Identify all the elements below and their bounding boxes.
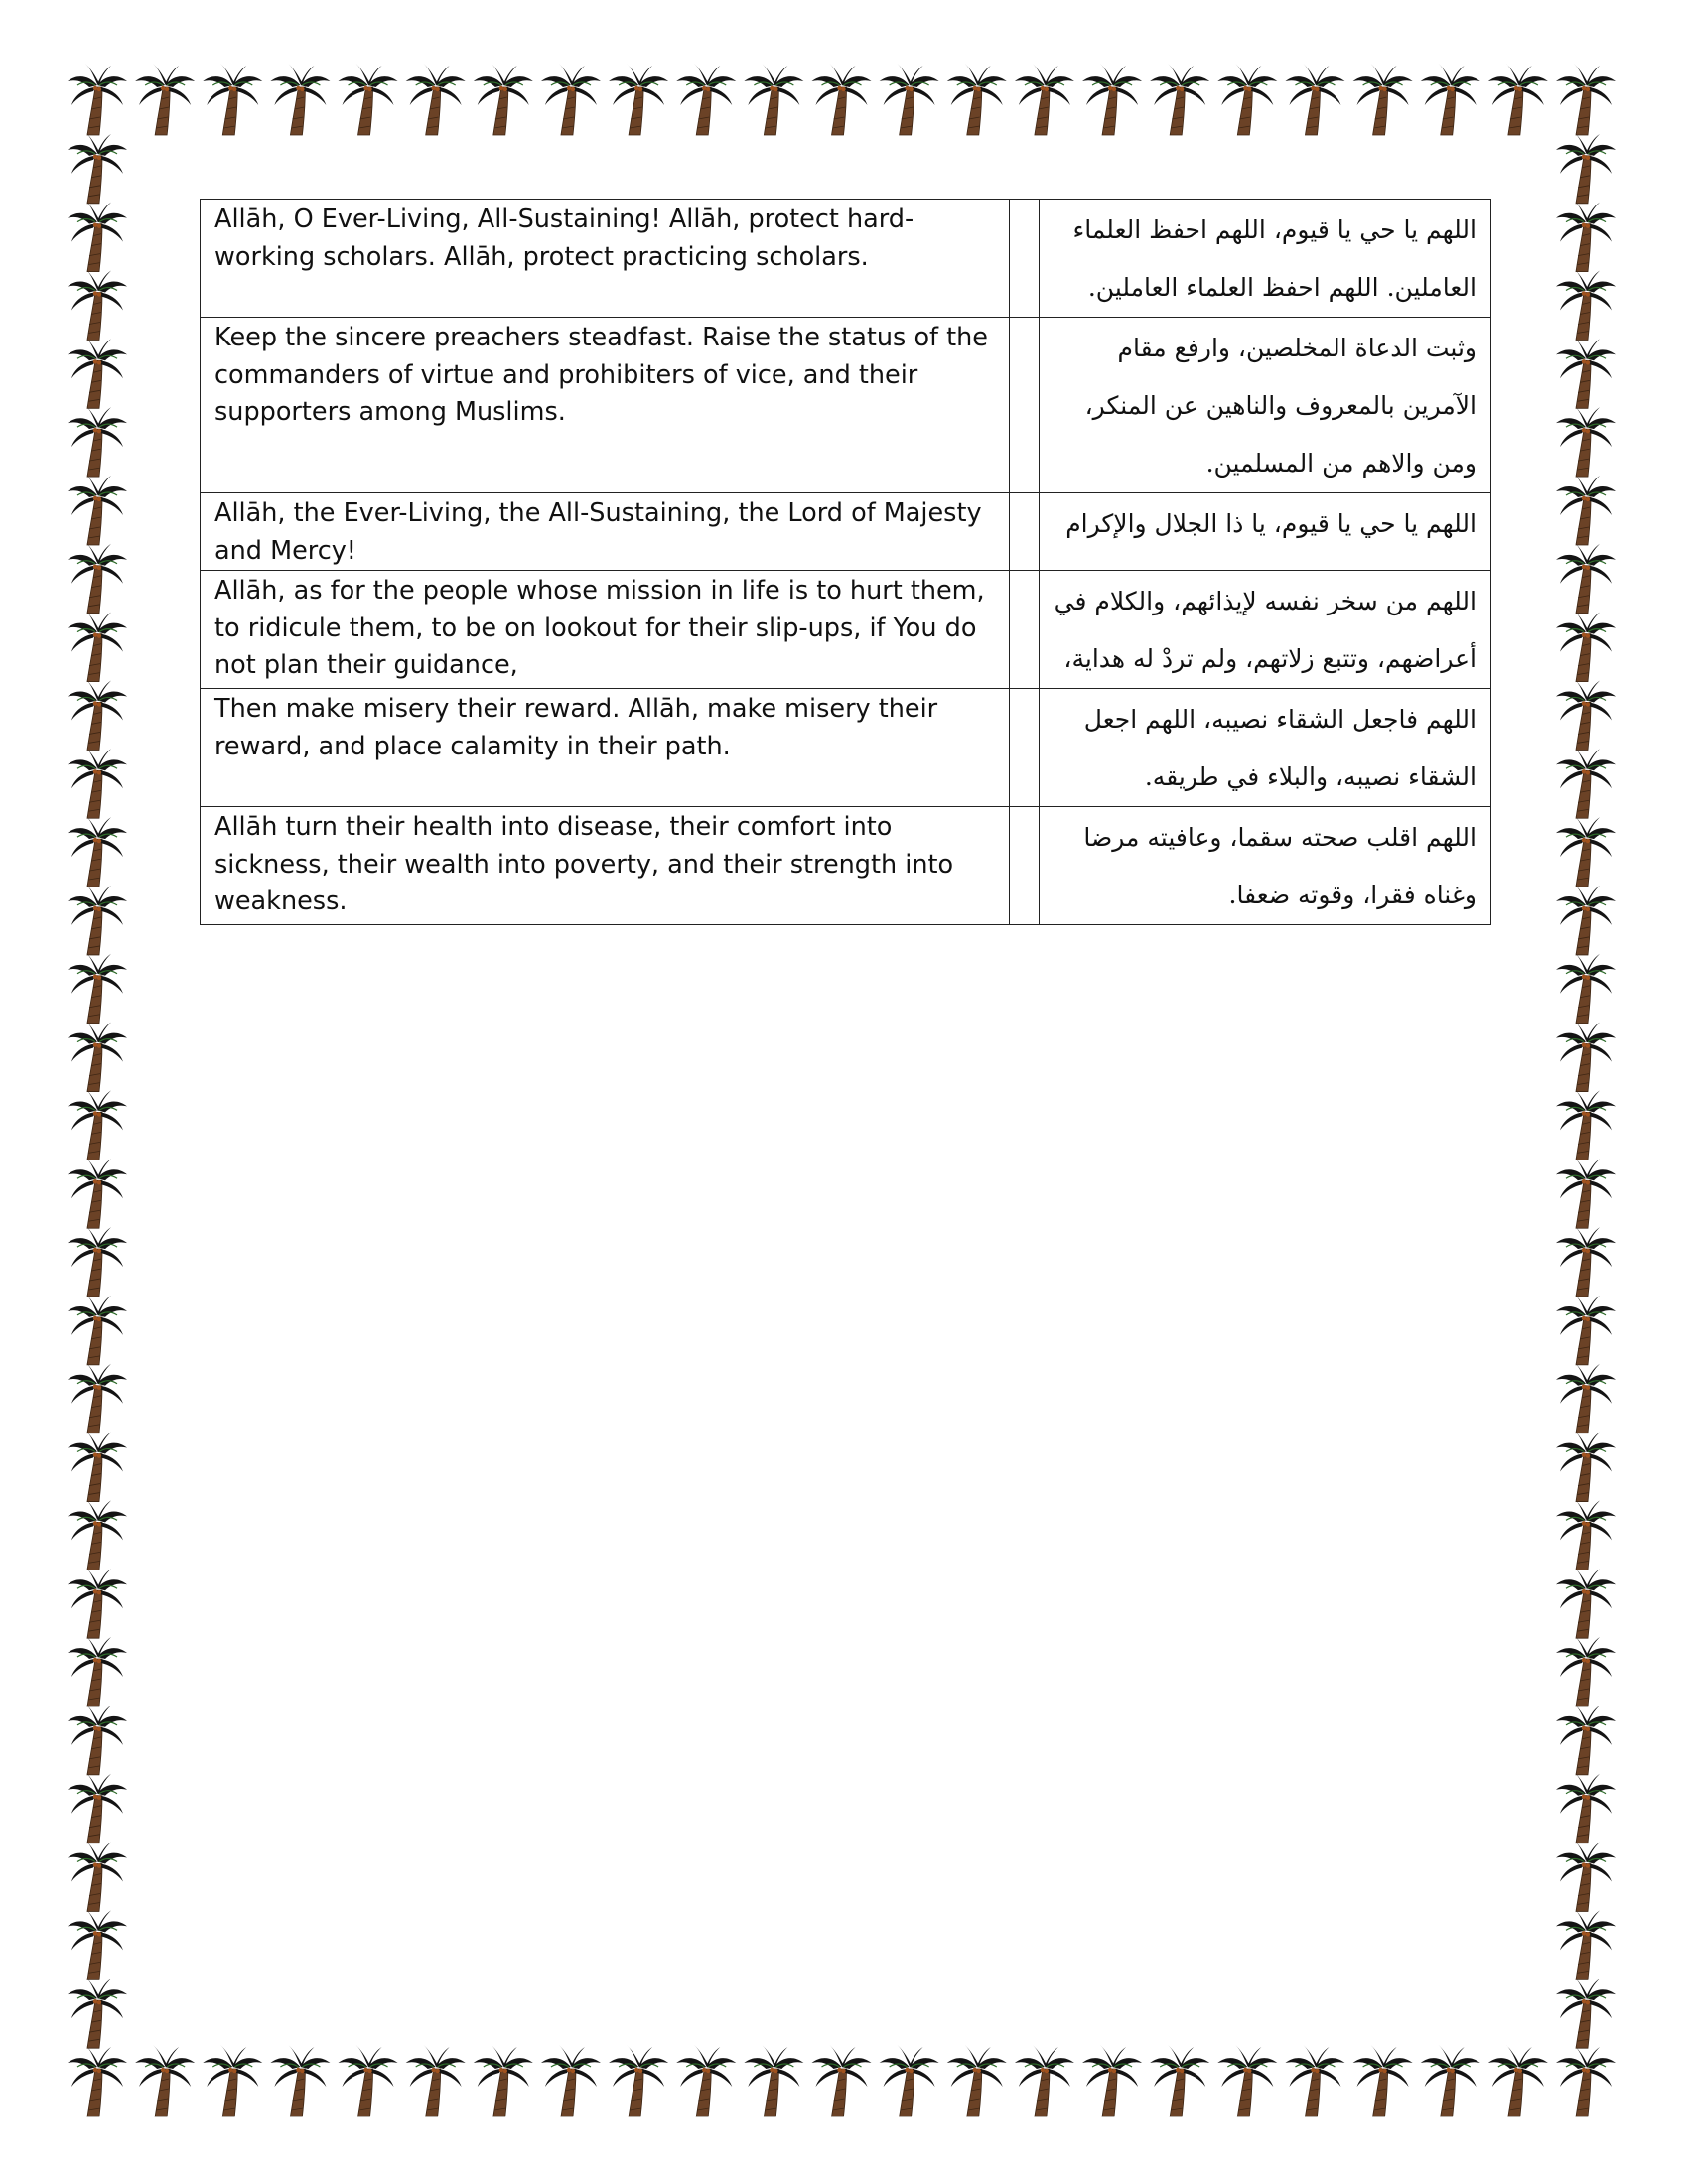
arabic-text: اللهم فاجعل الشقاء نصيبه، اللهم اجعل الشقاء نصيبه، والبلاء في طريقه. xyxy=(1040,689,1491,807)
palm-tree-icon xyxy=(676,64,736,135)
palm-tree-icon xyxy=(270,64,330,135)
english-text: Keep the sincere preachers steadfast. Raise the status of the commanders of virtue and prohibiters of vice, and their supporters among Muslims. xyxy=(201,318,1010,493)
palm-tree-icon xyxy=(609,2045,668,2116)
palm-tree-icon xyxy=(1556,1908,1616,1979)
palm-tree-icon xyxy=(1217,64,1277,135)
table-row xyxy=(201,807,1491,925)
palm-tree-icon xyxy=(1421,2045,1480,2116)
palm-tree-icon xyxy=(1556,1362,1616,1433)
palm-tree-icon xyxy=(744,64,803,135)
palm-tree-icon xyxy=(68,678,127,750)
palm-tree-icon xyxy=(68,1841,127,1912)
palm-tree-icon xyxy=(68,64,127,135)
palm-tree-icon xyxy=(68,1225,127,1297)
palm-tree-icon xyxy=(339,64,398,135)
palm-tree-icon xyxy=(1556,2045,1616,2116)
palm-tree-icon xyxy=(1556,1635,1616,1706)
palm-tree-icon xyxy=(1556,132,1616,204)
palm-tree-icon xyxy=(68,405,127,477)
palm-tree-icon xyxy=(1556,1157,1616,1228)
palm-tree-icon xyxy=(1556,474,1616,545)
arabic-text: وثبت الدعاة المخلصين، وارفع مقام الآمرين بالمعروف والناهين عن المنكر، ومن والاهم من المسلمين. xyxy=(1040,318,1491,493)
palm-tree-icon xyxy=(68,132,127,204)
palm-tree-icon xyxy=(1556,1772,1616,1843)
palm-tree-icon xyxy=(947,64,1007,135)
palm-tree-icon xyxy=(676,2045,736,2116)
palm-tree-icon xyxy=(339,2045,398,2116)
palm-tree-icon xyxy=(1556,747,1616,818)
spacer-cell xyxy=(1010,689,1040,807)
palm-tree-icon xyxy=(880,2045,939,2116)
palm-tree-icon xyxy=(1488,2045,1548,2116)
palm-tree-icon xyxy=(68,201,127,272)
palm-tree-icon xyxy=(1556,64,1616,135)
palm-tree-icon xyxy=(744,2045,803,2116)
palm-tree-icon xyxy=(68,268,127,340)
palm-tree-icon xyxy=(68,2045,127,2116)
english-text: Allāh, the Ever-Living, the All-Sustaining, the Lord of Majesty and Mercy! xyxy=(201,493,1010,571)
palm-tree-icon xyxy=(68,1772,127,1843)
palm-tree-icon xyxy=(1015,2045,1074,2116)
palm-tree-icon xyxy=(1556,1225,1616,1297)
palm-tree-icon xyxy=(1217,2045,1277,2116)
spacer-cell xyxy=(1010,318,1040,493)
palm-tree-icon xyxy=(474,2045,533,2116)
palm-tree-icon xyxy=(1556,542,1616,614)
palm-tree-icon xyxy=(68,1362,127,1433)
palm-tree-icon xyxy=(203,2045,262,2116)
palm-tree-icon xyxy=(1082,64,1142,135)
table-row xyxy=(201,689,1491,807)
palm-tree-icon xyxy=(68,542,127,614)
palm-tree-icon xyxy=(270,2045,330,2116)
palm-tree-icon xyxy=(812,2045,872,2116)
palm-tree-icon xyxy=(1556,1294,1616,1365)
palm-tree-icon xyxy=(541,64,601,135)
palm-tree-icon xyxy=(68,952,127,1024)
palm-tree-icon xyxy=(1556,201,1616,272)
arabic-text: اللهم من سخر نفسه لإيذائهم، والكلام في أعراضهم، وتتبع زلاتهم، ولم تردْ له هداية، xyxy=(1040,571,1491,689)
palm-tree-icon xyxy=(1556,1498,1616,1570)
table-row xyxy=(201,493,1491,571)
palm-tree-icon xyxy=(68,337,127,408)
spacer-cell xyxy=(1010,493,1040,571)
palm-tree-icon xyxy=(135,2045,195,2116)
palm-tree-icon xyxy=(947,2045,1007,2116)
table-row xyxy=(201,200,1491,318)
palm-tree-icon xyxy=(1556,405,1616,477)
palm-tree-icon xyxy=(68,1704,127,1775)
palm-tree-icon xyxy=(1150,2045,1209,2116)
palm-tree-icon xyxy=(68,1021,127,1092)
palm-tree-icon xyxy=(68,1908,127,1979)
palm-tree-icon xyxy=(541,2045,601,2116)
english-text: Allāh, O Ever-Living, All-Sustaining! Allāh, protect hard-working scholars. Allāh, protect practicing scholars. xyxy=(201,200,1010,318)
palm-tree-icon xyxy=(68,884,127,955)
palm-tree-icon xyxy=(812,64,872,135)
table-row xyxy=(201,318,1491,493)
palm-tree-icon xyxy=(1556,611,1616,682)
palm-tree-icon xyxy=(68,1977,127,2048)
translation-table xyxy=(200,199,1491,925)
english-text: Then make misery their reward. Allāh, make misery their reward, and place calamity in their path. xyxy=(201,689,1010,807)
palm-tree-icon xyxy=(203,64,262,135)
palm-tree-icon xyxy=(1421,64,1480,135)
palm-tree-icon xyxy=(1556,1088,1616,1160)
palm-tree-icon xyxy=(880,64,939,135)
palm-tree-icon xyxy=(68,1635,127,1706)
palm-tree-icon xyxy=(1082,2045,1142,2116)
palm-tree-icon xyxy=(68,747,127,818)
english-text: Allāh turn their health into disease, their comfort into sickness, their wealth into poverty, and their strength into weakness. xyxy=(201,807,1010,925)
palm-tree-icon xyxy=(68,1567,127,1638)
palm-tree-icon xyxy=(1285,2045,1344,2116)
palm-tree-icon xyxy=(1150,64,1209,135)
palm-tree-icon xyxy=(68,474,127,545)
palm-tree-icon xyxy=(406,64,466,135)
table-row xyxy=(201,571,1491,689)
spacer-cell xyxy=(1010,571,1040,689)
palm-tree-icon xyxy=(68,1431,127,1502)
english-text: Allāh, as for the people whose mission in life is to hurt them, to ridicule them, to be on lookout for their slip-ups, if You do not plan their guidance, xyxy=(201,571,1010,689)
palm-tree-icon xyxy=(1556,337,1616,408)
arabic-text: اللهم يا حي يا قيوم، يا ذا الجلال والإكرام xyxy=(1040,493,1491,571)
palm-tree-icon xyxy=(1488,64,1548,135)
palm-tree-icon xyxy=(1353,64,1413,135)
palm-tree-icon xyxy=(1556,815,1616,887)
palm-tree-icon xyxy=(406,2045,466,2116)
palm-tree-icon xyxy=(68,815,127,887)
arabic-text: اللهم يا حي يا قيوم، اللهم احفظ العلماء العاملين. اللهم احفظ العلماء العاملين. xyxy=(1040,200,1491,318)
palm-tree-icon xyxy=(1556,1704,1616,1775)
palm-tree-icon xyxy=(1556,1021,1616,1092)
palm-tree-icon xyxy=(1556,952,1616,1024)
palm-tree-icon xyxy=(1556,1977,1616,2048)
spacer-cell xyxy=(1010,807,1040,925)
palm-tree-icon xyxy=(1285,64,1344,135)
palm-tree-icon xyxy=(68,1498,127,1570)
palm-tree-icon xyxy=(474,64,533,135)
spacer-cell xyxy=(1010,200,1040,318)
palm-tree-icon xyxy=(1556,884,1616,955)
palm-tree-icon xyxy=(68,1157,127,1228)
palm-tree-icon xyxy=(1015,64,1074,135)
palm-tree-icon xyxy=(1556,678,1616,750)
palm-tree-icon xyxy=(1556,1431,1616,1502)
palm-tree-icon xyxy=(1556,268,1616,340)
palm-tree-icon xyxy=(1353,2045,1413,2116)
palm-tree-icon xyxy=(135,64,195,135)
palm-tree-icon xyxy=(1556,1567,1616,1638)
palm-tree-icon xyxy=(68,1088,127,1160)
palm-tree-icon xyxy=(1556,1841,1616,1912)
arabic-text: اللهم اقلب صحته سقما، وعافيته مرضا وغناه فقرا، وقوته ضعفا. xyxy=(1040,807,1491,925)
palm-tree-icon xyxy=(609,64,668,135)
palm-tree-icon xyxy=(68,1294,127,1365)
palm-tree-icon xyxy=(68,611,127,682)
